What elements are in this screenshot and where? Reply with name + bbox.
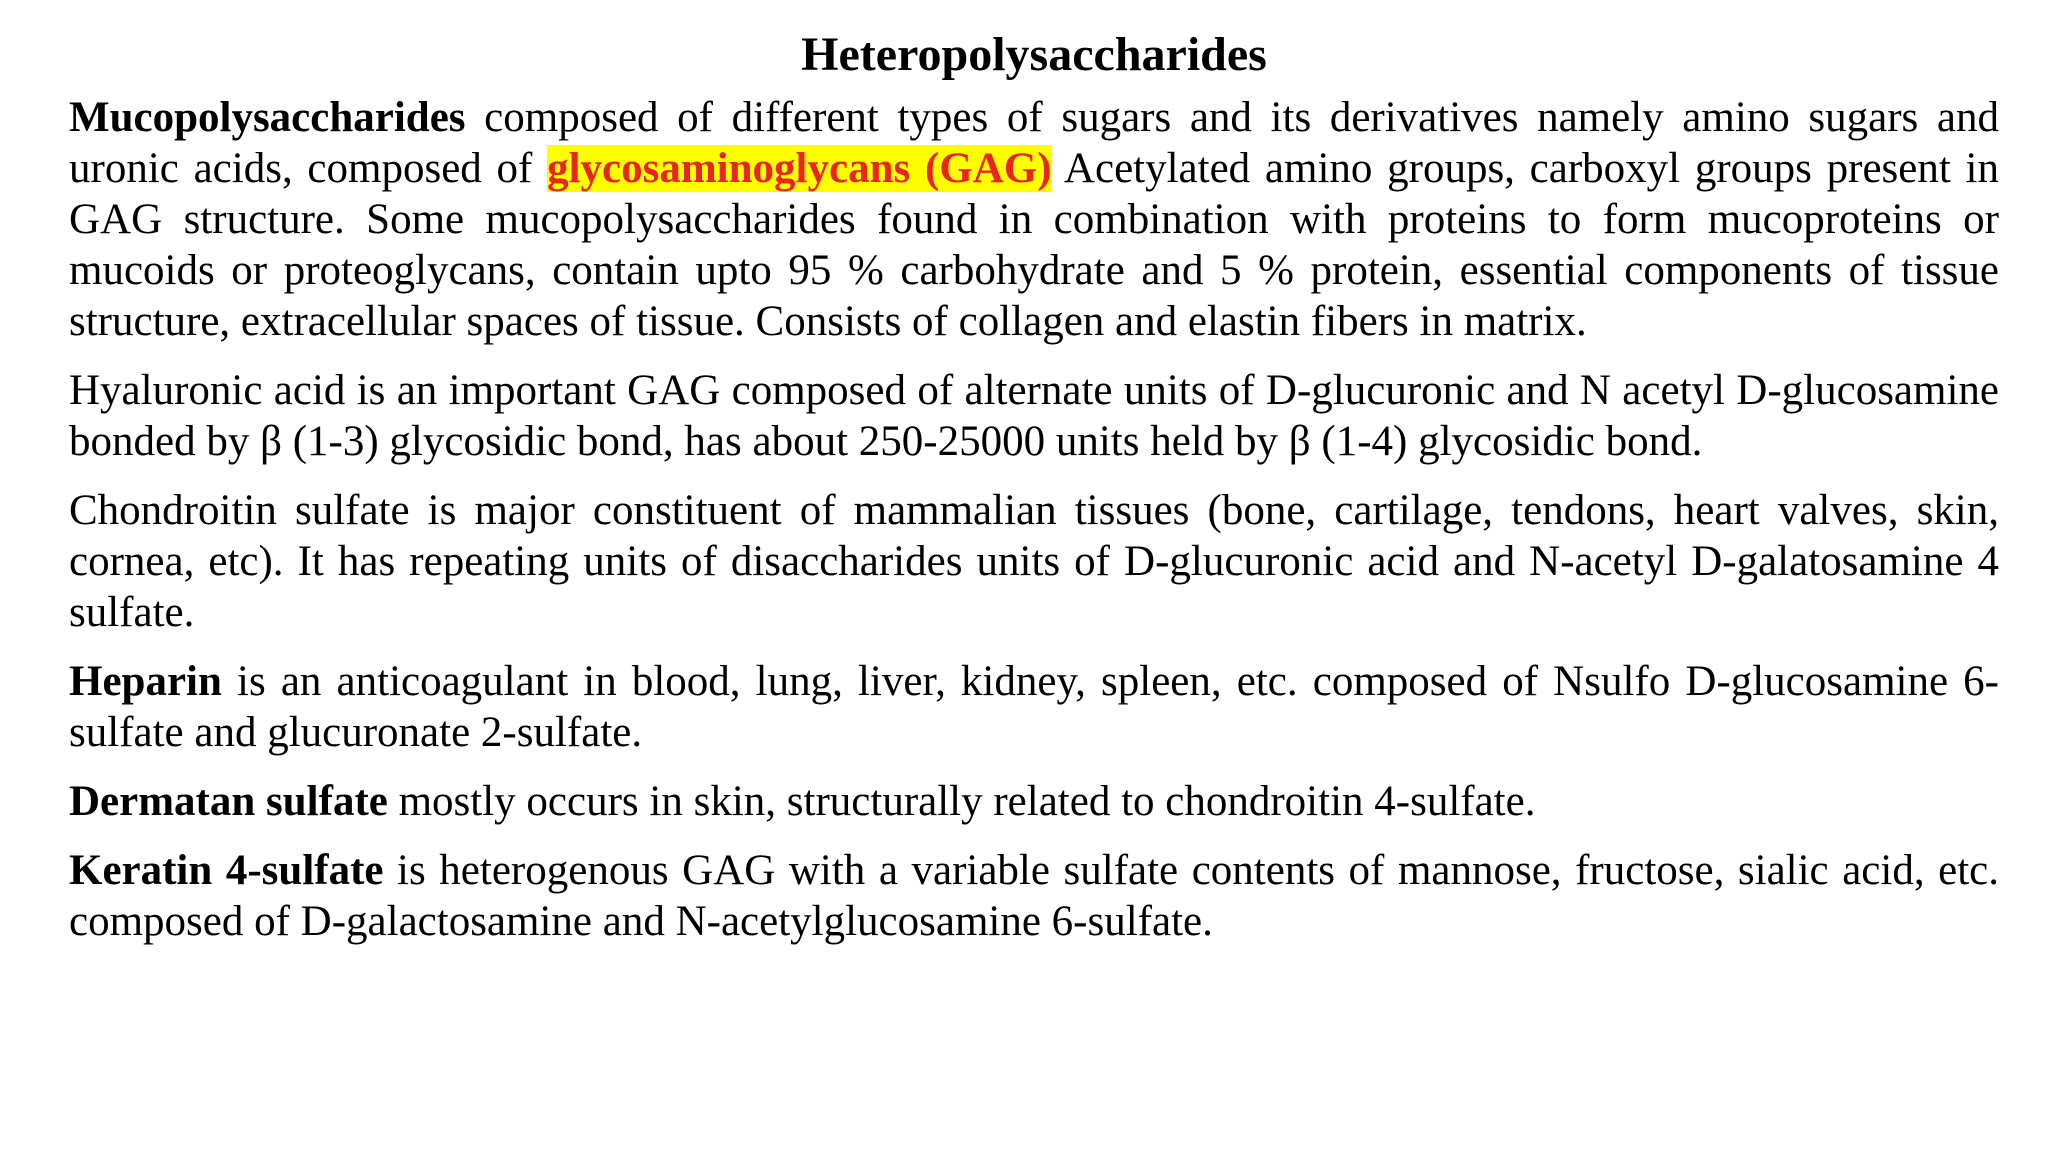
document-page bbox=[69, 26, 1999, 965]
page-title: Heteropolysaccharides bbox=[801, 28, 1267, 81]
paragraph-text: Hyaluronic acid is an important GAG composed of alternate units of D-glucuronic and N acetyl D-glucosamine bonded by β (1-3) glycosidic bond, has about 250-25000 units held by β (1-4) glycosidic bond. bbox=[69, 367, 1999, 465]
paragraph-keratin-sulfate bbox=[69, 845, 1999, 947]
paragraph-text: Acetylated amino groups, carboxyl groups present in GAG structure. Some mucopolysaccharides found in combination with proteins to form mucoproteins or mucoids or proteoglycans, contain upto 95 % carbohydrate and 5 % protein, essential components of tissue structure, extracellular spaces of tissue. Consists of collagen and elastin fibers in matrix. bbox=[69, 145, 2000, 345]
paragraph-text: Chondroitin sulfate is major constituent of mammalian tissues (bone, cartilage, tendons, heart valves, skin, cornea, etc). It has repeating units of disaccharides units of D-glucuronic acid and N-acetyl D-galatosamine 4 sulfate. bbox=[69, 487, 1999, 636]
term-keratin-4-sulfate: Keratin 4-sulfate bbox=[69, 847, 384, 894]
paragraph-text: composed of different types of sugars and its derivatives namely amino sugars and uronic acids, composed of bbox=[69, 94, 1999, 192]
paragraph-mucopolysaccharides bbox=[69, 92, 1999, 347]
paragraph-heparin bbox=[69, 656, 1999, 758]
term-dermatan-sulfate: Dermatan sulfate bbox=[69, 778, 388, 825]
paragraph-text: is heterogenous GAG with a variable sulfate contents of mannose, fructose, sialic acid, etc. composed of D-galactosamine and N-acetylglucosamine 6-sulfate. bbox=[69, 847, 2000, 945]
highlighted-term-gag: glycosaminoglycans (GAG) bbox=[547, 145, 1052, 192]
term-heparin: Heparin bbox=[69, 658, 222, 705]
paragraph-hyaluronic-acid bbox=[69, 365, 1999, 467]
paragraph-dermatan-sulfate bbox=[69, 776, 1999, 827]
paragraph-chondroitin-sulfate bbox=[69, 485, 1999, 638]
paragraph-text: is an anticoagulant in blood, lung, liver, kidney, spleen, etc. composed of Nsulfo D-glucosamine 6-sulfate and glucuronate 2-sulfate. bbox=[69, 658, 1999, 756]
paragraph-text: mostly occurs in skin, structurally related to chondroitin 4-sulfate. bbox=[387, 778, 1536, 825]
term-mucopolysaccharides: Mucopolysaccharides bbox=[69, 94, 466, 141]
